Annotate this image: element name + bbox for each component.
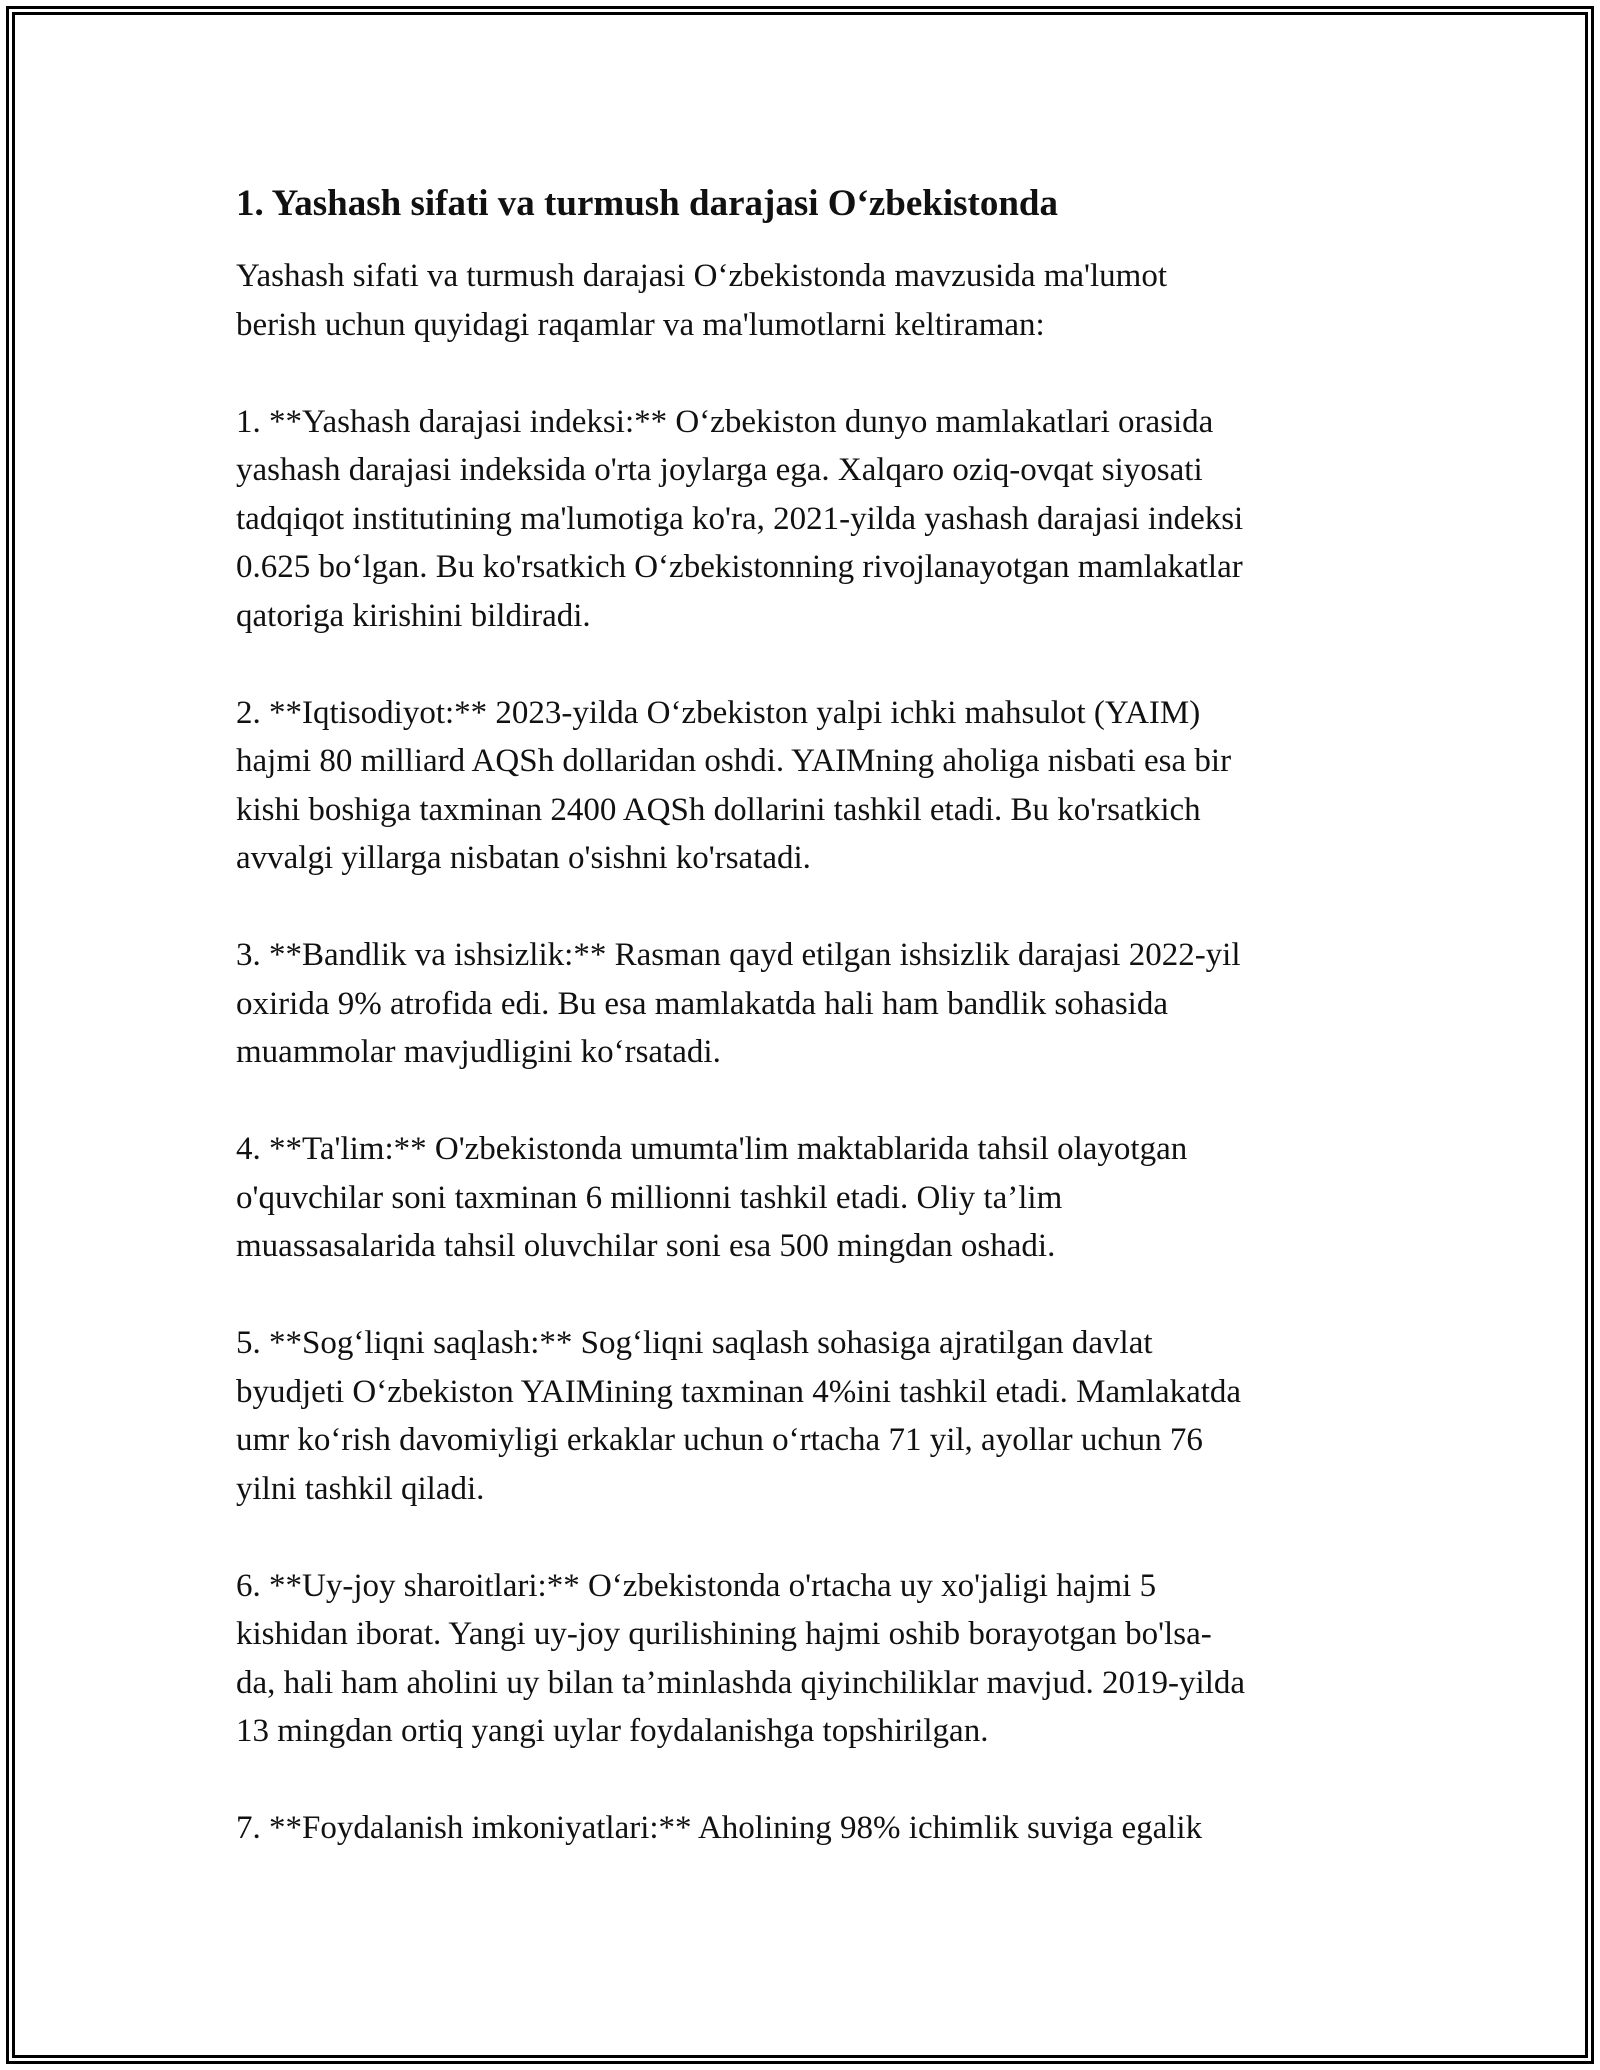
list-item-access [236,1804,1366,1853]
intro-line: berish uchun quyidagi raqamlar va ma'lumotlarni keltiraman: [236,306,1045,343]
item-line: 1. **Yashash darajasi indeksi:** O‘zbekiston dunyo mamlakatlari orasida [236,403,1214,440]
item-line: hajmi 80 milliard AQSh dollaridan oshdi. YAIMning aholiga nisbati esa bir [236,743,1232,780]
item-line: 6. **Uy-joy sharoitlari:** O‘zbekistonda o'rtacha uy xo'jaligi hajmi 5 [236,1567,1157,1604]
item-line: tadqiqot institutining ma'lumotiga ko'ra, 2021-yilda yashash darajasi indeksi [236,500,1244,537]
item-line: umr ko‘rish davomiyligi erkaklar uchun o‘rtacha 71 yil, ayollar uchun 76 [236,1422,1203,1459]
list-item-economy [236,689,1366,883]
item-line: 5. **Sog‘liqni saqlash:** Sog‘liqni saqlash sohasiga ajratilgan davlat [236,1325,1153,1362]
item-line: byudjeti O‘zbekiston YAIMining taxminan 4%ini tashkil etadi. Mamlakatda [236,1373,1242,1410]
list-item-healthcare [236,1319,1366,1513]
item-line: 0.625 bo‘lgan. Bu ko'rsatkich O‘zbekistonning rivojlanayotgan mamlakatlar [236,549,1243,586]
list-item-education [236,1125,1366,1271]
document-title: 1. Yashash sifati va turmush darajasi O‘zbekistonda [236,183,1059,224]
item-line: qatoriga kirishini bildiradi. [236,597,591,634]
item-line: yilni tashkil qiladi. [236,1470,485,1507]
item-line: 3. **Bandlik va ishsizlik:** Rasman qayd etilgan ishsizlik darajasi 2022-yil [236,937,1241,974]
item-line: 13 mingdan ortiq yangi uylar foydalanishga topshirilgan. [236,1713,989,1750]
list-item-living-index [236,398,1366,641]
item-line: muammolar mavjudligini ko‘rsatadi. [236,1034,721,1071]
item-line: 2. **Iqtisodiyot:** 2023-yilda O‘zbekiston yalpi ichki mahsulot (YAIM) [236,694,1201,731]
item-line: kishi boshiga taxminan 2400 AQSh dollarini tashkil etadi. Bu ko'rsatkich [236,791,1201,828]
item-line: 4. **Ta'lim:** O'zbekistonda umumta'lim maktablarida tahsil olayotgan [236,1131,1188,1168]
list-item-employment [236,931,1366,1077]
item-line: oxirida 9% atrofida edi. Bu esa mamlakatda hali ham bandlik sohasida [236,985,1168,1022]
item-line: avvalgi yillarga nisbatan o'sishni ko'rsatadi. [236,840,811,877]
item-line: yashash darajasi indeksida o'rta joylarga ega. Xalqaro oziq-ovqat siyosati [236,452,1203,489]
item-line: muassasalarida tahsil oluvchilar soni esa 500 mingdan oshadi. [236,1228,1056,1265]
item-line: o'quvchilar soni taxminan 6 millionni tashkil etadi. Oliy ta’lim [236,1179,1063,1216]
item-line: kishidan iborat. Yangi uy-joy qurilishining hajmi oshib borayotgan bo'lsa- [236,1616,1212,1653]
document-body [236,180,1366,1901]
item-line: da, hali ham aholini uy bilan ta’minlashda qiyinchiliklar mavjud. 2019-yilda [236,1664,1246,1701]
list-item-housing [236,1562,1366,1756]
intro-line: Yashash sifati va turmush darajasi O‘zbekistonda mavzusida ma'lumot [236,258,1167,295]
item-line: 7. **Foydalanish imkoniyatlari:** Aholining 98% ichimlik suviga egalik [236,1810,1203,1847]
intro-paragraph [236,252,1366,349]
